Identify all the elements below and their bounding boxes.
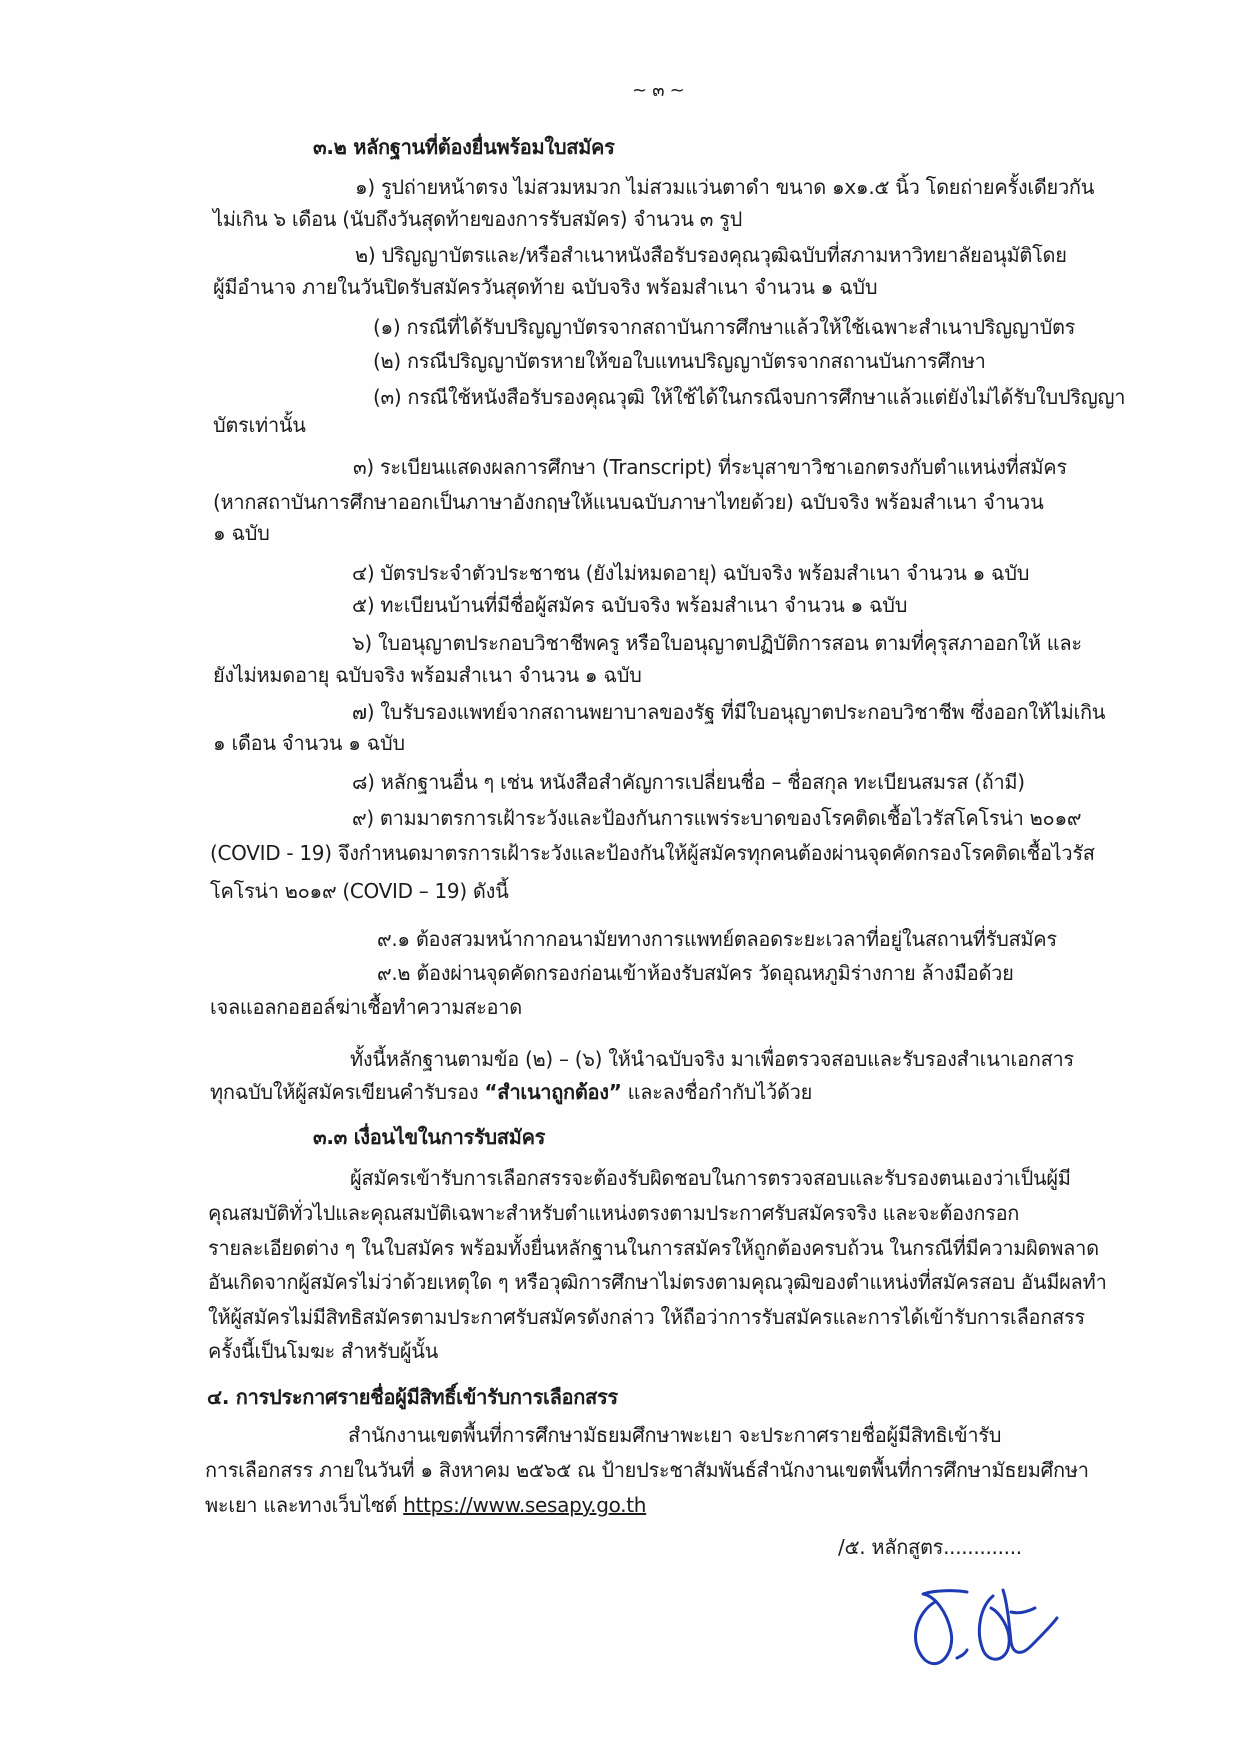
section-4-line3 <box>205 1490 646 1520</box>
item7-line2: ๑ เดือน จำนวน ๑ ฉบับ <box>213 731 405 755</box>
item2-sub1: (๑) กรณีที่ได้รับปริญญาบัตรจากสถาบันการศึกษาแล้วให้ใช้เฉพาะสำเนาปริญญาบัตร <box>373 315 1076 339</box>
item1-line1: ๑) รูปถ่ายหน้าตรง ไม่สวมหมวก ไม่สวมแว่นตาดำ ขนาด ๑x๑.๕ นิ้ว โดยถ่ายครั้งเดียวกัน <box>355 175 1095 199</box>
item2-sub3-line2: บัตรเท่านั้น <box>213 413 306 437</box>
note-line2 <box>210 1077 812 1107</box>
item1-line2: ไม่เกิน ๖ เดือน (นับถึงวันสุดท้ายของการรับสมัคร) จำนวน ๓ รูป <box>213 207 742 231</box>
section-4-heading: ๔. การประกาศรายชื่อผู้มีสิทธิ์เข้ารับการเลือกสรร <box>207 1385 618 1409</box>
note-line2-post: และลงชื่อกำกับไว้ด้วย <box>621 1080 813 1104</box>
section-4-line2: การเลือกสรร ภายในวันที่ ๑ สิงหาคม ๒๕๖๕ ณ ป้ายประชาสัมพันธ์สำนักงานเขตพื้นที่การศึกษามัธยมศึกษา <box>205 1458 1089 1482</box>
item2-line2: ผู้มีอำนาจ ภายในวันปิดรับสมัครวันสุดท้าย ฉบับจริง พร้อมสำเนา จำนวน ๑ ฉบับ <box>213 275 878 299</box>
signature <box>895 1572 1065 1682</box>
section-3-3-line1: ผู้สมัครเข้ารับการเลือกสรรจะต้องรับผิดชอบในการตรวจสอบและรับรองตนเองว่าเป็นผู้มี <box>350 1166 1071 1190</box>
section-4-line1: สำนักงานเขตพื้นที่การศึกษามัธยมศึกษาพะเยา จะประกาศรายชื่อผู้มีสิทธิเข้ารับ <box>348 1423 1002 1447</box>
section-3-3-line5: ให้ผู้สมัครไม่มีสิทธิสมัครตามประกาศรับสมัครดังกล่าว ให้ถือว่าการรับสมัครและการได้เข้ารับการเลือกสรร <box>208 1305 1085 1329</box>
item6-line1: ๖) ใบอนุญาตประกอบวิชาชีพครู หรือใบอนุญาตปฏิบัติการสอน ตามที่คุรุสภาออกให้ และ <box>352 631 1082 655</box>
section-3-3-heading: ๓.๓ เงื่อนไขในการรับสมัคร <box>313 1125 546 1149</box>
item9-line1: ๙) ตามมาตรการเฝ้าระวังและป้องกันการแพร่ระบาดของโรคติดเชื้อไวรัสโคโรน่า ๒๐๑๙ <box>352 806 1082 830</box>
item9-2-line1: ๙.๒ ต้องผ่านจุดคัดกรองก่อนเข้าห้องรับสมัคร วัดอุณหภูมิร่างกาย ล้างมือด้วย <box>377 961 1014 985</box>
note-line2-pre: ทุกฉบับให้ผู้สมัครเขียนคำรับรอง <box>210 1080 485 1104</box>
item9-line2: (COVID - 19) จึงกำหนดมาตรการเฝ้าระวังและป้องกันให้ผู้สมัครทุกคนต้องผ่านจุดคัดกรองโรคติดเชื้อไวรัส <box>210 841 1095 865</box>
certified-copy-phrase: “สำเนาถูกต้อง” <box>484 1080 622 1104</box>
item4: ๔) บัตรประจำตัวประชาชน (ยังไม่หมดอายุ) ฉบับจริง พร้อมสำเนา จำนวน ๑ ฉบับ <box>352 561 1030 585</box>
section-3-3-line6: ครั้งนี้เป็นโมฆะ สำหรับผู้นั้น <box>208 1339 439 1363</box>
item3-line3: ๑ ฉบับ <box>213 521 270 545</box>
item3-line1: ๓) ระเบียนแสดงผลการศึกษา (Transcript) ที่ระบุสาขาวิชาเอกตรงกับตำแหน่งที่สมัคร <box>353 455 1067 479</box>
note-line1: ทั้งนี้หลักฐานตามข้อ (๒) – (๖) ให้นำฉบับจริง มาเพื่อตรวจสอบและรับรองสำเนาเอกสาร <box>350 1047 1074 1071</box>
item2-line1: ๒) ปริญญาบัตรและ/หรือสำเนาหนังสือรับรองคุณวุฒิฉบับที่สภามหาวิทยาลัยอนุมัติโดย <box>355 243 1067 267</box>
page-number: ~ ๓ ~ <box>632 80 685 101</box>
item9-1: ๙.๑ ต้องสวมหน้ากากอนามัยทางการแพทย์ตลอดระยะเวลาที่อยู่ในสถานที่รับสมัคร <box>377 927 1057 951</box>
item7-line1: ๗) ใบรับรองแพทย์จากสถานพยาบาลของรัฐ ที่มีใบอนุญาตประกอบวิชาชีพ ซึ่งออกให้ไม่เกิน <box>352 700 1106 724</box>
section-3-2-heading: ๓.๒ หลักฐานที่ต้องยื่นพร้อมใบสมัคร <box>313 135 615 159</box>
website-link[interactable]: https://www.sesapy.go.th <box>403 1493 647 1517</box>
section-3-3-line2: คุณสมบัติทั่วไปและคุณสมบัติเฉพาะสำหรับตำแหน่งตรงตามประกาศรับสมัครจริง และจะต้องกรอก <box>208 1201 1020 1225</box>
signature-drawing <box>895 1572 1065 1682</box>
item2-sub3-line1: (๓) กรณีใช้หนังสือรับรองคุณวุฒิ ให้ใช้ได้ในกรณีจบการศึกษาแล้วแต่ยังไม่ได้รับใบปริญญา <box>373 385 1126 409</box>
section-4-line3-text: พะเยา และทางเว็บไซต์ <box>205 1493 404 1517</box>
item5: ๕) ทะเบียนบ้านที่มีชื่อผู้สมัคร ฉบับจริง พร้อมสำเนา จำนวน ๑ ฉบับ <box>352 593 908 617</box>
item2-sub2: (๒) กรณีปริญญาบัตรหายให้ขอใบแทนปริญญาบัตรจากสถานบันการศึกษา <box>373 349 986 373</box>
next-page-reference: /๕. หลักสูตร............. <box>838 1535 1022 1559</box>
item9-line3: โคโรน่า ๒๐๑๙ (COVID – 19) ดังนี้ <box>210 879 509 903</box>
item6-line2: ยังไม่หมดอายุ ฉบับจริง พร้อมสำเนา จำนวน ๑ ฉบับ <box>213 663 642 687</box>
section-3-3-line4: อันเกิดจากผู้สมัครไม่ว่าด้วยเหตุใด ๆ หรือวุฒิการศึกษาไม่ตรงตามคุณวุฒิของตำแหน่งที่สมัครสอบ อันมีผลทำ <box>208 1270 1107 1294</box>
item8: ๘) หลักฐานอื่น ๆ เช่น หนังสือสำคัญการเปลี่ยนชื่อ – ชื่อสกุล ทะเบียนสมรส (ถ้ามี) <box>352 770 1025 794</box>
item9-2-line2: เจลแอลกอฮอล์ฆ่าเชื้อทำความสะอาด <box>210 995 522 1019</box>
item3-line2: (หากสถาบันการศึกษาออกเป็นภาษาอังกฤษให้แนบฉบับภาษาไทยด้วย) ฉบับจริง พร้อมสำเนา จำนวน <box>213 490 1044 514</box>
section-3-3-line3: รายละเอียดต่าง ๆ ในใบสมัคร พร้อมทั้งยื่นหลักฐานในการสมัครให้ถูกต้องครบถ้วน ในกรณีที่มีความผิดพลาด <box>208 1236 1099 1260</box>
